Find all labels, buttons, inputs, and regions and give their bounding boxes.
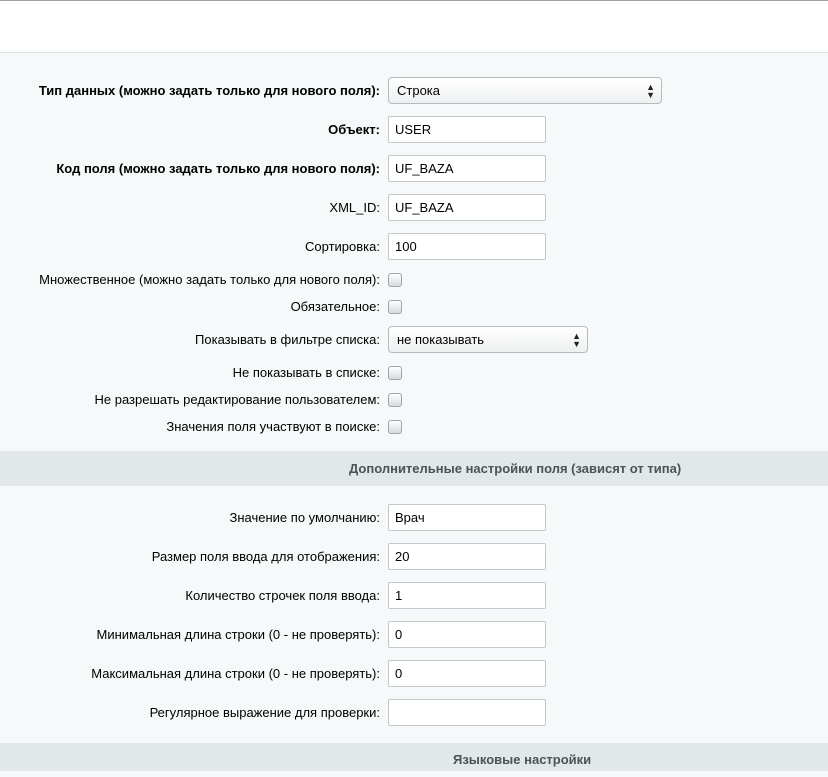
xml-id-label: XML_ID:: [329, 200, 380, 215]
in-search-label: Значения поля участвуют в поиске:: [166, 419, 380, 434]
max-length-label: Максимальная длина строки (0 - не проверять):: [91, 666, 380, 681]
regexp-label: Регулярное выражение для проверки:: [149, 705, 380, 720]
show-filter-select[interactable]: [388, 326, 588, 353]
in-search-checkbox[interactable]: [388, 420, 402, 434]
xml-id-input[interactable]: [388, 194, 546, 221]
default-value-label: Значение по умолчанию:: [229, 510, 380, 525]
no-user-edit-label: Не разрешать редактирование пользователем:: [94, 392, 380, 407]
min-length-label: Минимальная длина строки (0 - не проверять):: [96, 627, 380, 642]
lang-settings-title: Языковые настройки: [453, 752, 592, 767]
show-filter-value: не показывать: [397, 332, 485, 347]
object-input[interactable]: [388, 116, 546, 143]
min-length-input[interactable]: [388, 621, 546, 648]
sort-label: Сортировка:: [305, 239, 380, 254]
field-code-label: Код поля (можно задать только для нового поля):: [56, 161, 380, 176]
no-user-edit-checkbox[interactable]: [388, 393, 402, 407]
multiple-checkbox[interactable]: [388, 273, 402, 287]
hide-in-list-label: Не показывать в списке:: [232, 365, 380, 380]
extra-settings-title: Дополнительные настройки поля (зависят от типа): [349, 461, 682, 476]
lang-settings-header: [0, 743, 828, 771]
rows-input[interactable]: [388, 582, 546, 609]
mandatory-label: Обязательное:: [290, 299, 380, 314]
data-type-label: Тип данных (можно задать только для нового поля):: [38, 83, 380, 98]
rows-label: Количество строчек поля ввода:: [185, 588, 380, 603]
extra-settings-header: [0, 451, 828, 486]
object-label: Объект:: [328, 122, 380, 137]
input-size-input[interactable]: [388, 543, 546, 570]
sort-input[interactable]: [388, 233, 546, 260]
up-down-arrows-icon: ▲ ▼: [572, 331, 581, 349]
hide-in-list-checkbox[interactable]: [388, 366, 402, 380]
default-value-input[interactable]: [388, 504, 546, 531]
show-filter-label: Показывать в фильтре списка:: [195, 332, 380, 347]
data-type-select[interactable]: [388, 77, 662, 104]
header-bar: [0, 1, 828, 53]
multiple-label: Множественное (можно задать только для нового поля):: [39, 272, 380, 287]
input-size-label: Размер поля ввода для отображения:: [151, 549, 380, 564]
regexp-input[interactable]: [388, 699, 546, 726]
data-type-value: Строка: [397, 83, 441, 98]
field-code-input[interactable]: [388, 155, 546, 182]
max-length-input[interactable]: [388, 660, 546, 687]
up-down-arrows-icon: ▲ ▼: [646, 82, 655, 100]
mandatory-checkbox[interactable]: [388, 300, 402, 314]
